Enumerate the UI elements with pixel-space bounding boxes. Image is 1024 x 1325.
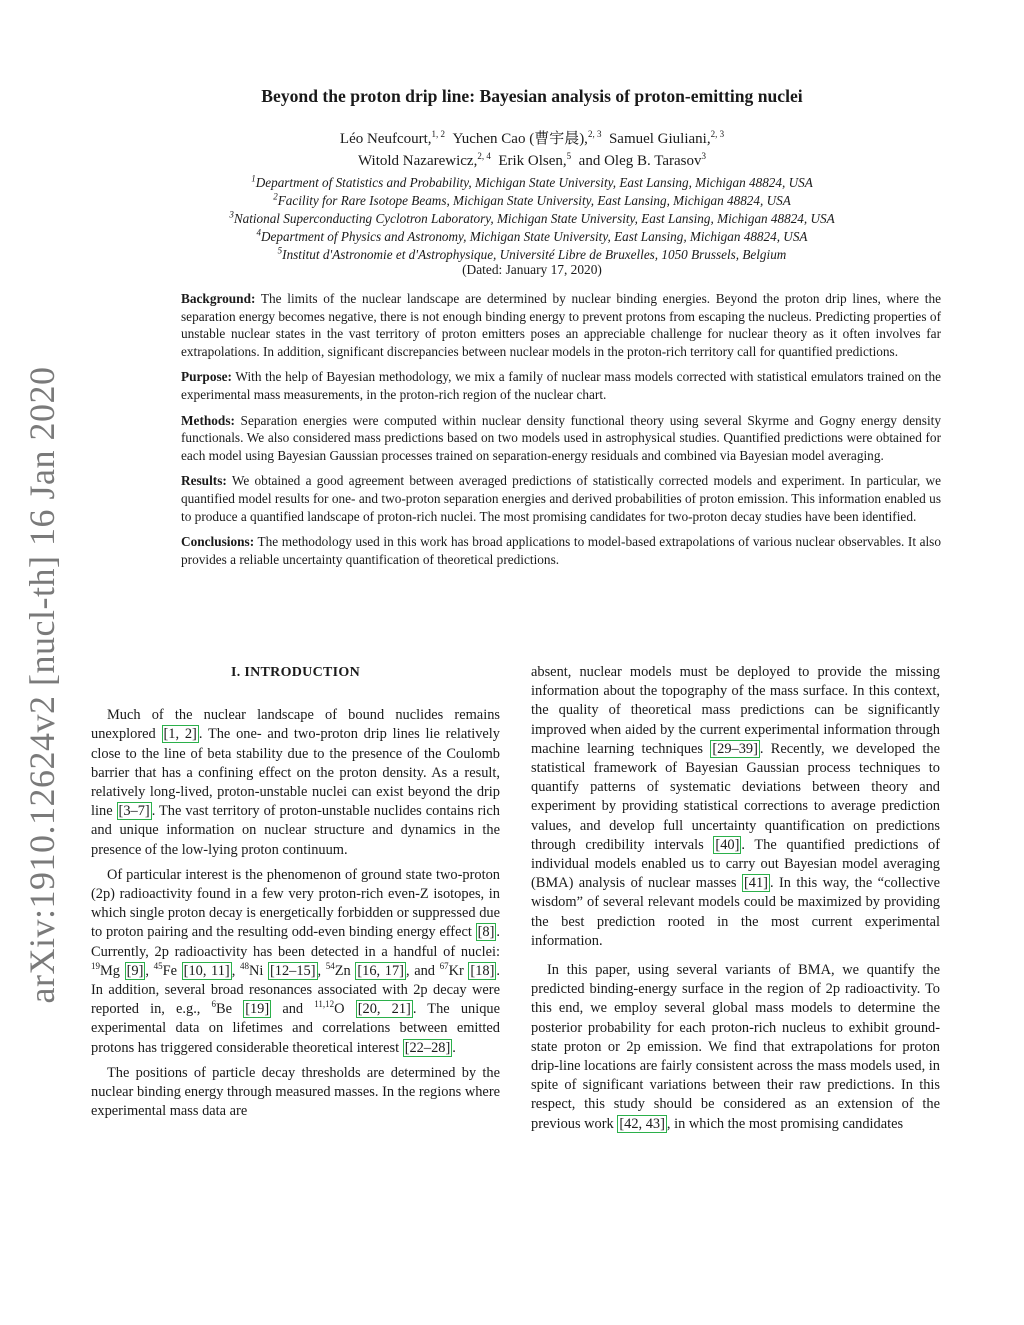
intro-paragraph-1: Much of the nuclear landscape of bound nuclides remains unexplored [1, 2] . The one- and two-proton drip lines lie relatively close to the line of beta stability due to the presence of the Coulomb barrier that has a confining effect on the proton density. As a result, relatively long-lived, proton-unstable nuclei can exist beyond the drip line [3–7] . The vast territory of proton-unstable nuclides contains rich and unique information on nuclear structure and dynamics in the presence of the low-lying proton continuum. [91,707,501,858]
intro-paragraph-3: The positions of particle decay thresholds are determined by the nuclear binding energy through measured masses. In the regions where experimental mass data are [91,1064,500,1120]
affiliation [90,228,974,246]
author-name: Samuel Giuliani, [608,131,711,147]
intro-paragraph-4: In this paper, using several variants of BMA, we quantify the predicted binding-energy surface in the region of 2p radioactivity. To this end, we employ several global mass models to determine the posterior probability for each proton-rich nucleus to exhibit ground-state proton or 2p emission. We find that extrapolations for proton drip-line locations are fairly consistent across the mass models used, in spite of significant variations between their raw predictions. In this respect, this study should be considered as an extension of the previous work [42, 43] , in which the most promising candidates [531,962,940,1132]
citation-link[interactable]: [22–28] [404,1039,451,1056]
citation-link[interactable]: [3–7] [118,803,150,820]
citation-link[interactable]: [20, 21] [357,1001,411,1018]
affiliation-number: 4 [256,227,261,238]
author-name: Yuchen Cao (曹宇晨), [452,131,588,147]
author-affiliation-mark: 1, 2 [431,129,446,139]
affiliation-number: 1 [251,173,256,184]
affiliation-number: 2 [273,191,278,202]
author-name: Witold Nazarewicz, [358,153,478,169]
abstract-label: Background: [181,291,256,306]
author-affiliation-mark: 2, 3 [587,129,602,139]
abstract-purpose [181,368,941,403]
affiliation [90,174,974,192]
affiliation-list [90,174,974,264]
abstract [181,290,941,576]
right-column [531,663,940,1134]
citation-link[interactable]: [9] [126,962,144,979]
affiliation-number: 5 [277,245,283,256]
citation-link[interactable]: [29–39] [712,740,758,757]
intro-paragraph-2: Of particular interest is the phenomenon of ground state two-proton (2p) radioactivity found in a few very proton-rich even-Z isotopes, in which single proton decay is energetically forbidden or suppressed due to proton pairing and the resulting odd-even binding energy effect [8] . Currently, 2p radioactivity has been detected in a handful of nuclei: $^{19}$Mg [9] , $^{45}$Fe [10, 11] , $^{48}$Ni [12–15] , $^{54}$Zn [16, 17] , and $^{67}$Kr [18] . In addition, several broad resonances associated with 2p decay were reported in, e.g., $^6$Be [19] and $^{11,12}$O [20, 21] . The unique experimental data on lifetimes and correlations between emitted protons has triggered considerable theoretical interest [22–28] . [91,866,500,1056]
citation-link[interactable]: [16, 17] [357,962,404,979]
affiliation-number: 3 [229,209,234,220]
abstract-conclusions [181,533,941,568]
affiliation [90,210,974,228]
arxiv-identifier: arXiv:1910.12624v2 [nucl-th] 16 Jan 2020 [22,366,62,1004]
affiliation-text: National Superconducting Cyclotron Laboratory, Michigan State University, East Lansing, Michigan 48824, USA [233,211,835,226]
abstract-results [181,472,941,525]
abstract-text: The limits of the nuclear landscape are determined by nuclear binding energies. Beyond the proton drip lines, where the separation energy becomes negative, there is not enough binding energy to prevent protons from escaping the nucleus. Predicting properties of unstable nuclear states in the vast territory of proton emitters poses an appreciable challenge for nuclear theory as it often involves far extrapolations. In addition, significant discrepancies between nuclear models in the proton-rich territory call for quantified predictions. [181,291,941,359]
citation-link[interactable]: [41] [743,875,768,892]
citation-link[interactable]: [19] [245,1001,270,1018]
citation-link[interactable]: [12–15] [269,962,316,979]
citation-link[interactable]: [8] [477,924,495,941]
affiliation-text: Department of Physics and Astronomy, Michigan State University, East Lansing, Michigan 48824, USA [260,229,808,244]
author-name: Léo Neufcourt, [339,131,432,147]
author-name: Erik Olsen, [498,153,567,169]
abstract-label: Conclusions: [181,534,255,550]
author-line-2 [90,150,974,172]
author-affiliation-mark: 2, 4 [477,151,491,161]
abstract-background [181,290,941,360]
abstract-label: Purpose: [181,369,232,385]
abstract-text: With the help of Bayesian methodology, we mix a family of nuclear mass models corrected with statistical emulators trained on the experimental mass measurements, in the proton-rich region of the nuclear chart. [181,369,941,402]
paper-title: Beyond the proton drip line: Bayesian analysis of proton-emitting nuclei [261,86,803,106]
affiliation-text: Facility for Rare Isotope Beams, Michigan State University, East Lansing, Michigan 48824, USA [277,193,791,208]
author-list [90,128,974,172]
affiliation-text: Institut d'Astronomie et d'Astrophysique, Université Libre de Bruxelles, 1050 Brussels, Belgium [282,247,787,262]
abstract-text: We obtained a good agreement between averaged predictions of statistically corrected models and experiment. In particular, we quantified model results for one- and two-proton separation energies and derived probabilities of proton emission. This information enabled us to produce a quantified landscape of proton-rich nuclei. The most promising candidates for two-proton decay studies have been identified. [181,473,941,524]
intro-paragraph-3-continued: absent, nuclear models must be deployed to provide the missing information about the topography of the mass surface. In this context, the quality of theoretical mass predictions can be significantly improved when aided by the current experimental information through machine learning techniques [29–39] . Recently, we developed the statistical framework of Bayesian Gaussian process techniques to quantify patterns of systematic deviations between theory and experiment by providing statistical corrections to average prediction values, and develop full uncertainty quantification on predictions through credibility intervals [40] . The quantified predictions of individual models enabled us to carry out Bayesian model averaging (BMA) analysis of nuclear masses [41] . In this way, the “collective wisdom” of several relevant models could be maximized by providing the best prediction rooted in the most current experimental information. [531,664,941,949]
author-affiliation-mark: 3 [701,151,706,161]
affiliation [90,192,974,210]
abstract-label: Methods: [181,412,235,428]
section-heading: I. INTRODUCTION [231,665,360,680]
citation-link[interactable]: [40] [715,836,740,853]
affiliation-text: Department of Statistics and Probability, Michigan State University, East Lansing, Michigan 48824, USA [255,175,813,190]
citation-link[interactable]: [10, 11] [183,962,230,979]
citation-link[interactable]: [1, 2] [163,726,197,743]
citation-link[interactable]: [18] [470,962,495,979]
author-line-1 [90,128,974,150]
abstract-methods [181,412,941,465]
abstract-text: Separation energies were computed within nuclear density functional theory using several Skyrme and Gogny energy density functionals. We also considered mass predictions based on two models used in astrophysical studies. Quantified predictions were obtained for each model using Bayesian Gaussian processes trained on separation-energy residuals and combined via Bayesian model averaging. [181,412,941,463]
left-column [91,663,500,1121]
date-line: (Dated: January 17, 2020) [462,262,602,277]
author-affiliation-mark: 5 [566,151,572,161]
author-affiliation-mark: 2, 3 [710,129,725,139]
author-name: and Oleg B. Tarasov [578,153,702,169]
abstract-label: Results: [181,473,227,489]
citation-link[interactable]: [42, 43] [619,1115,665,1132]
abstract-text: The methodology used in this work has broad applications to model-based extrapolations of various nuclear observables. It also provides a reliable uncertainty quantification of theoretical predictions. [181,534,941,567]
